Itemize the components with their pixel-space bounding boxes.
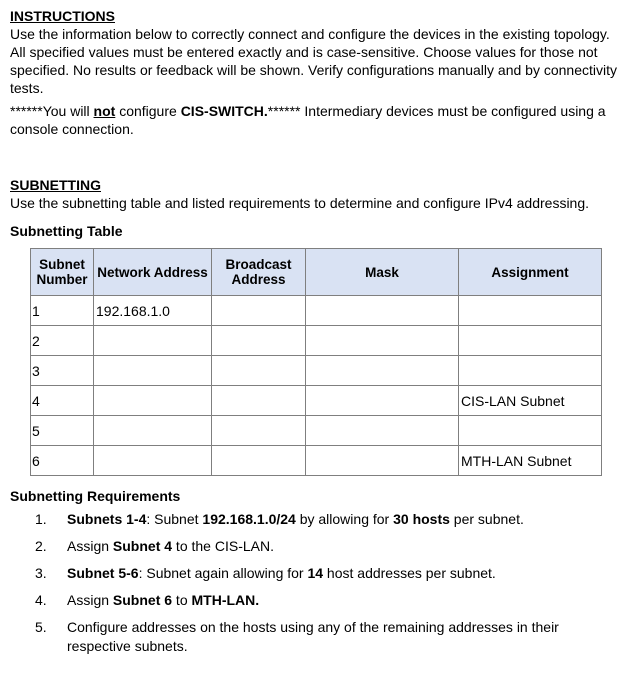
- item-text: 14: [307, 565, 324, 581]
- note-suffix: Intermediary devices must be configured using a console connection.: [10, 103, 606, 137]
- note-mid: configure: [115, 103, 181, 119]
- col-network-address: Network Address: [94, 249, 212, 296]
- cell-network-address: [94, 386, 212, 416]
- item-text: MTH-LAN.: [191, 592, 260, 608]
- cell-subnet-number: 6: [31, 446, 94, 476]
- cell-network-address: [94, 446, 212, 476]
- table-row: [31, 446, 602, 476]
- cell-assignment: [459, 326, 602, 356]
- item-text: 30 hosts: [393, 511, 450, 527]
- list-item: [0, 510, 620, 529]
- cell-assignment: MTH-LAN Subnet: [459, 446, 602, 476]
- list-item: [0, 564, 620, 583]
- col-assignment: Assignment: [459, 249, 602, 296]
- cell-subnet-number: 5: [31, 416, 94, 446]
- cell-network-address: 192.168.1.0: [94, 296, 212, 326]
- cell-network-address: [94, 356, 212, 386]
- item-text: by allowing for: [295, 511, 394, 527]
- item-text: 192.168.1.0/24: [202, 511, 296, 527]
- item-text: Subnet 6: [112, 592, 173, 608]
- requirements-heading: Subnetting Requirements: [10, 488, 181, 504]
- table-row: [31, 356, 602, 386]
- instructions-note: [10, 102, 622, 138]
- item-text: Configure addresses on the hosts using any of the remaining addresses in their respective subnets.: [67, 619, 559, 654]
- item-number: 1.: [35, 511, 47, 527]
- col-subnet-number: Subnet Number: [31, 249, 94, 296]
- cell-broadcast-address: [212, 296, 306, 326]
- item-text: to: [172, 592, 192, 608]
- cell-subnet-number: 4: [31, 386, 94, 416]
- item-text: to the CIS-LAN.: [172, 538, 274, 554]
- subnetting-body: Use the subnetting table and listed requirements to determine and configure IPv4 addressing.: [10, 195, 590, 211]
- cell-network-address: [94, 416, 212, 446]
- cell-subnet-number: 2: [31, 326, 94, 356]
- col-mask: Mask: [306, 249, 459, 296]
- cell-assignment: [459, 356, 602, 386]
- cell-assignment: [459, 296, 602, 326]
- cell-mask: [306, 386, 459, 416]
- note-stars: ******: [267, 103, 301, 119]
- cell-assignment: [459, 416, 602, 446]
- item-text: Assign: [67, 592, 113, 608]
- cell-assignment: CIS-LAN Subnet: [459, 386, 602, 416]
- item-text: Subnet 5-6: [67, 565, 139, 581]
- col-broadcast-address: Broadcast Address: [212, 249, 306, 296]
- cell-broadcast-address: [212, 356, 306, 386]
- subnetting-table: [30, 248, 602, 476]
- table-row: [31, 296, 602, 326]
- cell-broadcast-address: [212, 386, 306, 416]
- item-number: 5.: [35, 619, 47, 635]
- subnetting-table-title: Subnetting Table: [10, 223, 123, 239]
- instructions-body: Use the information below to correctly connect and configure the devices in the existing topology. All specified values must be entered exactly and is case-sensitive. Choose values for those not specified. No results or feedback will be shown. Verify configurations manually and by connectivity tests.: [10, 26, 617, 96]
- cell-mask: [306, 326, 459, 356]
- cell-mask: [306, 416, 459, 446]
- cell-broadcast-address: [212, 446, 306, 476]
- item-number: 2.: [35, 538, 47, 554]
- item-text: : Subnet again allowing for: [138, 565, 308, 581]
- list-item: [0, 591, 620, 610]
- table-row: [31, 416, 602, 446]
- cell-mask: [306, 296, 459, 326]
- item-number: 4.: [35, 592, 47, 608]
- table-header-row: [31, 249, 602, 296]
- item-text: Subnet 4: [112, 538, 173, 554]
- table-row: [31, 326, 602, 356]
- item-text: Assign: [67, 538, 113, 554]
- list-item: [0, 618, 620, 656]
- cell-broadcast-address: [212, 326, 306, 356]
- cell-subnet-number: 3: [31, 356, 94, 386]
- note-not: not: [93, 103, 116, 119]
- requirements-list: [0, 510, 620, 664]
- note-device: CIS-SWITCH.: [180, 103, 268, 119]
- table-row: [31, 386, 602, 416]
- list-item: [0, 537, 620, 556]
- cell-mask: [306, 446, 459, 476]
- cell-broadcast-address: [212, 416, 306, 446]
- subnetting-heading: SUBNETTING: [10, 177, 101, 193]
- item-text: Subnets 1-4: [67, 511, 147, 527]
- cell-mask: [306, 356, 459, 386]
- item-text: : Subnet: [146, 511, 203, 527]
- item-number: 3.: [35, 565, 47, 581]
- cell-subnet-number: 1: [31, 296, 94, 326]
- note-prefix: ******You will: [10, 103, 94, 119]
- item-text: host addresses per subnet.: [323, 565, 496, 581]
- instructions-heading: INSTRUCTIONS: [10, 8, 115, 24]
- item-text: per subnet.: [449, 511, 524, 527]
- cell-network-address: [94, 326, 212, 356]
